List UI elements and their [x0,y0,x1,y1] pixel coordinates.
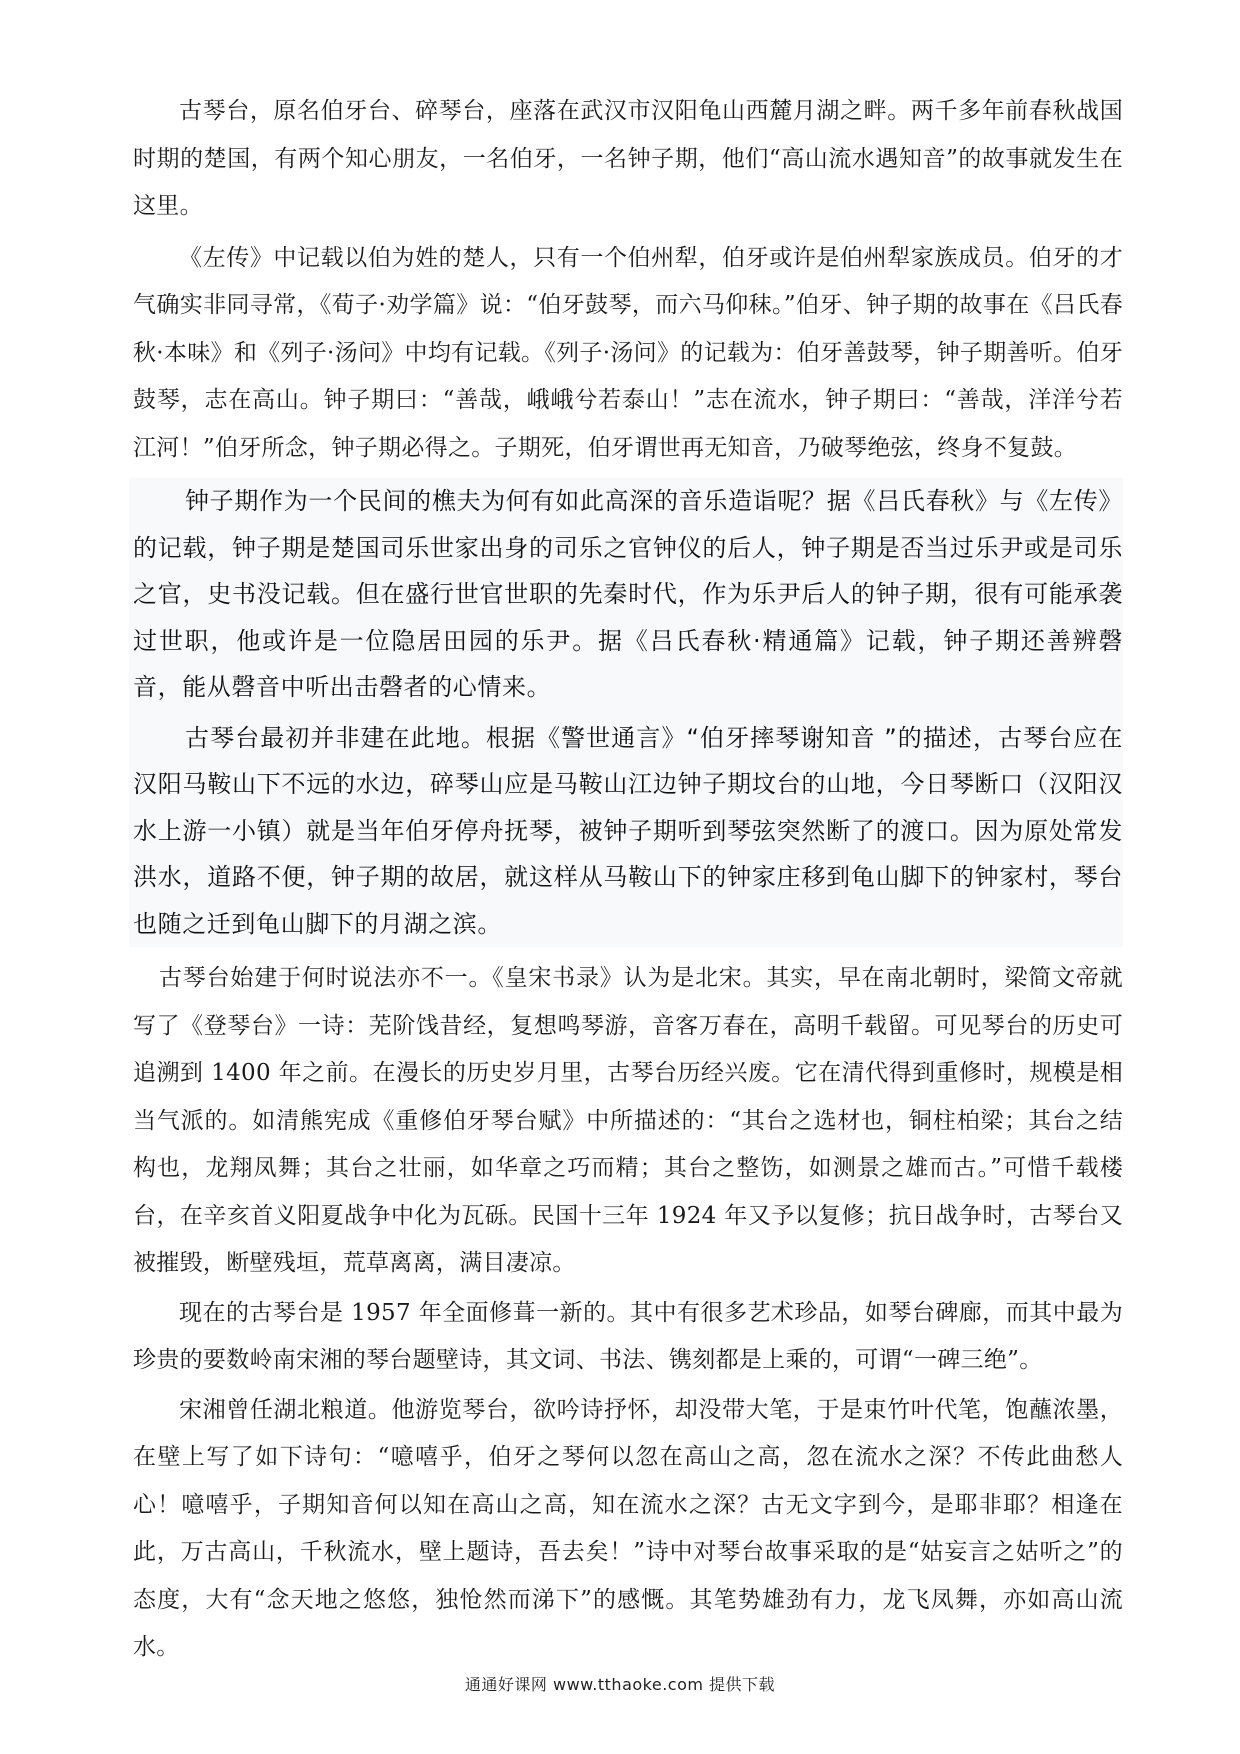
page-footer: 通通好课网 www.tthaoke.com 提供下载 [464,1675,776,1694]
paragraph-zhong-ziqi: 钟子期作为一个民间的樵夫为何有如此高深的音乐造诣呢？据《吕氏春秋》与《左传》的记载，钟子期是楚国司乐世家出身的司乐之官钟仪的后人，钟子期是否当过乐尹或是司乐之官，史书没记载。但在盛行世官世职的先秦时代，作为乐尹后人的钟子期，很有可能承袭过世职，他或许是一位隐居田园的乐尹。据《吕氏春秋·精通篇》记载，钟子期还善辨磬音，能从磬音中听出击磬者的心情来。 [133,487,1123,701]
paragraph-original-site: 古琴台最初并非建在此地。根据《警世通言》“伯牙摔琴谢知音 ”的描述，古琴台应在汉阳马鞍山下不远的水边，碎琴山应是马鞍山江边钟子期坟台的山地，今日琴断口（汉阳汉水上游一小镇）就是当年伯牙停舟抚琴，被钟子期听到琴弦突然断了的渡口。因为原处常发洪水，道路不便，钟子期的故居，就这样从马鞍山下的钟家庄移到龟山脚下的钟家村，琴台也随之迁到龟山脚下的月湖之滨。 [133,723,1123,938]
paragraph-1957: 现在的古琴台是 1957 年全面修葺一新的。其中有很多艺术珍品，如琴台碑廊，而其中最为珍贵的要数岭南宋湘的琴台题壁诗，其文词、书法、镌刻都是上乘的，可谓“一碑三绝”。 [133,1299,1123,1373]
paragraph-history: 古琴台始建于何时说法亦不一。《皇宋书录》认为是北宋。其实，早在南北朝时，梁简文帝就写了《登琴台》一诗：芜阶饯昔经，复想鸣琴游，音客万春在，高明千载留。可见琴台的历史可追溯到 1400 年之前。在漫长的历史岁月里，古琴台历经兴废。它在清代得到重修时，规模是相当气派的。如清熊宪成《重修伯牙琴台赋》中所描述的：“其台之选材也，铜柱柏梁；其台之结构也，龙翔凤舞；其台之壮丽，如华章之巧而精；其台之整饬，如测景之雄而古。”可惜千载楼台，在辛亥首义阳夏战争中化为瓦砾。民国十三年 1924 年又予以复修；抗日战争时，古琴台又被摧毁，断壁残垣，荒草离离，满目凄凉。 [133,965,1123,1276]
paragraph-song-xiang: 宋湘曾任湖北粮道。他游览琴台，欲吟诗抒怀，却没带大笔，于是束竹叶代笔，饱蘸浓墨，在壁上写了如下诗句：“噫嘻乎，伯牙之琴何以忽在高山之高，忽在流水之深？不传此曲愁人心！噫嘻乎，子期知音何以知在高山之高，知在流水之深？古无文字到今，是耶非耶？相逢在此，万古高山，千秋流水，壁上题诗，吾去矣！”诗中对琴台故事采取的是“姑妄言之姑听之”的态度，大有“念天地之悠悠，独怆然而涕下”的感慨。其笔势雄劲有力，龙飞凤舞，亦如高山流水。 [133,1396,1123,1660]
document-body [133,88,1123,1672]
scanned-text-block [129,478,1123,947]
paragraph-zuozhuan: 《左传》中记载以伯为姓的楚人，只有一个伯州犁，伯牙或许是伯州犁家族成员。伯牙的才气确实非同寻常，《荀子·劝学篇》说：“伯牙鼓琴，而六马仰秣。”伯牙、钟子期的故事在《吕氏春秋·本味》和《列子·汤问》中均有记载。《列子·汤问》的记载为：伯牙善鼓琴，钟子期善听。伯牙鼓琴，志在高山。钟子期曰：“善哉，峨峨兮若泰山！”志在流水，钟子期曰：“善哉，洋洋兮若江河！”伯牙所念，钟子期必得之。子期死，伯牙谓世再无知音，乃破琴绝弦，终身不复鼓。 [133,244,1123,461]
paragraph-intro: 古琴台，原名伯牙台、碎琴台，座落在武汉市汉阳龟山西麓月湖之畔。两千多年前春秋战国时期的楚国，有两个知心朋友，一名伯牙，一名钟子期，他们“高山流水遇知音”的故事就发生在这里。 [133,98,1123,219]
